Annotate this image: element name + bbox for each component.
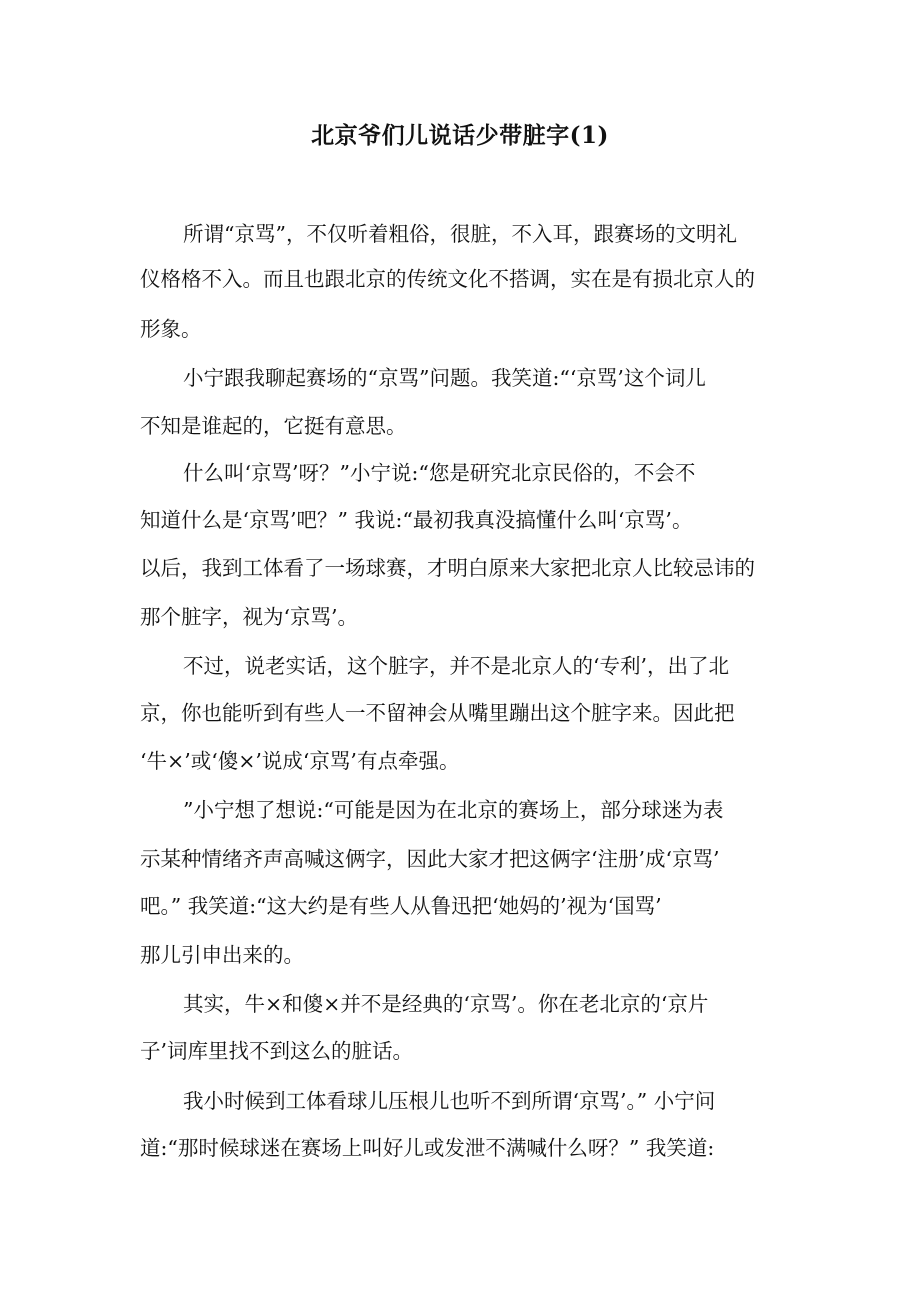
paragraph-line: 那儿引申出来的。 xyxy=(140,943,304,967)
paragraph-line: 小宁跟我聊起赛场的“京骂”问题。我笑道:“‘京骂’这个词儿 xyxy=(183,366,706,390)
paragraph-line: 其实，牛×和傻×并不是经典的‘京骂’。你在老北京的‘京片 xyxy=(183,992,709,1016)
paragraph-line: 我小时候到工体看球儿压根儿也听不到所谓‘京骂’。” 小宁问 xyxy=(183,1089,716,1113)
paragraph-line: 道:“那时候球迷在赛场上叫好儿或发泄不满喊什么呀？” 我笑道: xyxy=(140,1136,715,1160)
paragraph-line: 什么叫‘京骂’呀？”小宁说:“您是研究北京民俗的，不会不 xyxy=(183,461,696,485)
paragraph-line: 不知是谁起的，它挺有意思。 xyxy=(140,414,407,438)
paragraph-line: 示某种情绪齐声高喊这俩字，因此大家才把这俩字‘注册’成‘京骂’ xyxy=(140,847,720,871)
paragraph-line: 吧。” 我笑道:“这大约是有些人从鲁迅把‘她妈的’视为‘国骂’ xyxy=(140,894,662,918)
paragraph-line: 京，你也能听到有些人一不留神会从嘴里蹦出这个脏字来。因此把 xyxy=(140,701,735,725)
paragraph-line: 子’词库里找不到这么的脏话。 xyxy=(140,1039,414,1063)
document-title: 北京爷们儿说话少带脏字(1) xyxy=(311,122,609,149)
paragraph-line: ”小宁想了想说:“可能是因为在北京的赛场上，部分球迷为表 xyxy=(183,798,724,822)
paragraph-line: 知道什么是‘京骂’吧？” 我说:“最初我真没搞懂什么叫‘京骂’。 xyxy=(140,508,693,532)
paragraph-line: 以后，我到工体看了一场球赛，才明白原来大家把北京人比较忌讳的 xyxy=(140,556,755,580)
paragraph-line: 仪格格不入。而且也跟北京的传统文化不搭调，实在是有损北京人的 xyxy=(140,267,755,291)
paragraph-line: 不过，说老实话，这个脏字，并不是北京人的‘专利’，出了北 xyxy=(183,654,730,678)
paragraph-line: 那个脏字，视为‘京骂’。 xyxy=(140,605,359,629)
paragraph-line: ‘牛×’或‘傻×’说成‘京骂’有点牵强。 xyxy=(140,749,460,773)
paragraph-line: 所谓“京骂”，不仅听着粗俗，很脏，不入耳，跟赛场的文明礼 xyxy=(183,222,737,246)
paragraph-line: 形象。 xyxy=(140,317,202,341)
